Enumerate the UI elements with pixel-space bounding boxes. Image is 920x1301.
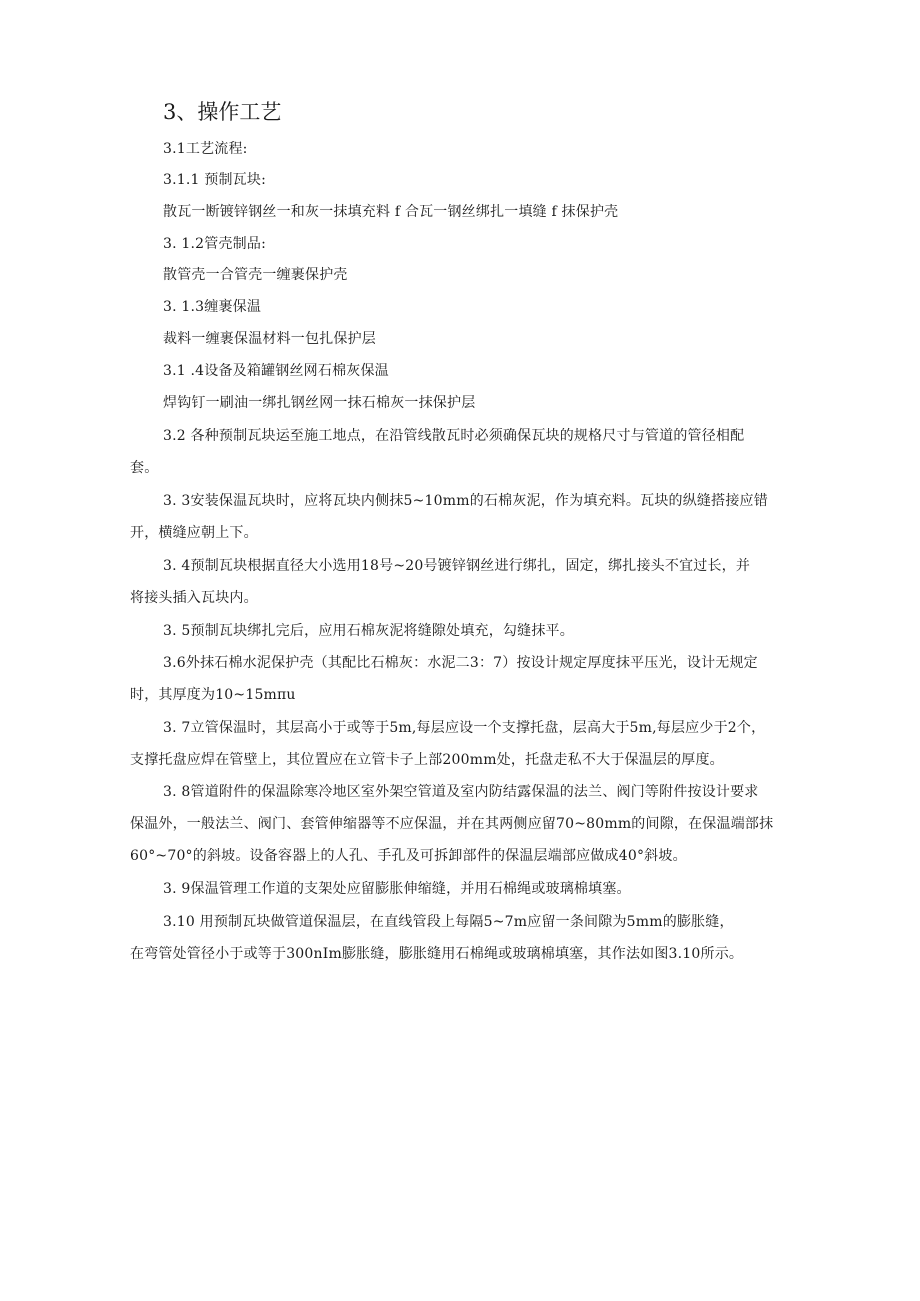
- subheading-3-1-2: 3. 1.2管壳制品:: [163, 236, 266, 252]
- subheading-3-1-3: 3. 1.3缠裹保温: [163, 299, 262, 315]
- paragraph-3-9: 3. 9保温管理工作道的支架处应留膨胀伸缩缝，并用石棉绳或玻璃棉填塞。: [163, 881, 631, 897]
- paragraph-3-3-line-2: 开，横缝应朝上下。: [130, 525, 258, 541]
- paragraph-3-6-line-2: 时，其厚度为10~15mπu: [130, 687, 296, 703]
- section-title: 3、操作工艺: [163, 100, 282, 124]
- paragraph-3-4-line-2: 将接头插入瓦块内。: [130, 590, 258, 606]
- subheading-3-1-4: 3.1 .4设备及箱罐钢丝网石棉灰保温: [163, 363, 389, 379]
- process-flow-3-1-2: 散管壳一合管壳一缠裹保护壳: [163, 267, 348, 283]
- paragraph-3-6-line-1: 3.6外抹石棉水泥保护壳（其配比石棉灰：水泥二3：7）按设计规定厚度抹平压光，设计无规定: [163, 655, 758, 671]
- paragraph-3-10-line-2: 在弯管处管径小于或等于300nIm膨胀缝，膨胀缝用石棉绳或玻璃棉填塞，其作法如图3.10所示。: [130, 946, 744, 962]
- paragraph-3-4-line-1: 3. 4预制瓦块根据直径大小选用18号~20号镀锌钢丝进行绑扎，固定，绑扎接头不宜过长，并: [163, 558, 751, 574]
- paragraph-3-8-line-2: 保温外，一般法兰、阀门、套管伸缩器等不应保温，并在其两侧应留70~80mm的间隙，在保温端部抹: [130, 816, 774, 832]
- paragraph-3-10-line-1: 3.10 用预制瓦块做管道保温层，在直线管段上每隔5~7m应留一条间隙为5mm的膨胀缝，: [163, 914, 734, 930]
- paragraph-3-3-line-1: 3. 3安装保温瓦块时，应将瓦块内侧抹5~10mm的石棉灰泥，作为填充料。瓦块的纵缝搭接应错: [163, 493, 768, 509]
- paragraph-3-7-line-2: 支撑托盘应焊在管壁上，其位置应在立管卡子上部200mm处，托盘走私不大于保温层的厚度。: [130, 752, 724, 768]
- subheading-3-1: 3.1工艺流程:: [163, 141, 248, 157]
- paragraph-3-2-line-2: 套。: [130, 460, 159, 476]
- process-flow-3-1-3: 裁料一缠裹保温材料一包扎保护层: [163, 331, 376, 347]
- paragraph-3-8-line-3: 60°~70°的斜坡。设备容器上的人孔、手孔及可拆卸部件的保温层端部应做成40°斜坡。: [130, 848, 687, 864]
- paragraph-3-8-line-1: 3. 8管道附件的保温除寒冷地区室外架空管道及室内防结露保温的法兰、阀门等附件按设计要求: [163, 784, 759, 800]
- subheading-3-1-1: 3.1.1 预制瓦块:: [163, 172, 266, 188]
- paragraph-3-5: 3. 5预制瓦块绑扎完后，应用石棉灰泥将缝隙处填充，勾缝抹平。: [163, 623, 574, 639]
- process-flow-3-1-4: 焊钩钉一刷油一绑扎钢丝网一抹石棉灰一抹保护层: [163, 395, 476, 411]
- paragraph-3-2-line-1: 3.2 各种预制瓦块运至施工地点，在沿管线散瓦时必须确保瓦块的规格尺寸与管道的管径相配: [163, 428, 745, 444]
- process-flow-3-1-1: 散瓦一断镀锌钢丝一和灰一抹填充料 f 合瓦一钢丝绑扎一填缝 f 抹保护壳: [163, 204, 619, 220]
- paragraph-3-7-line-1: 3. 7立管保温时，其层高小于或等于5m,每层应设一个支撑托盘，层高大于5m,每层应少于2个，: [163, 720, 766, 736]
